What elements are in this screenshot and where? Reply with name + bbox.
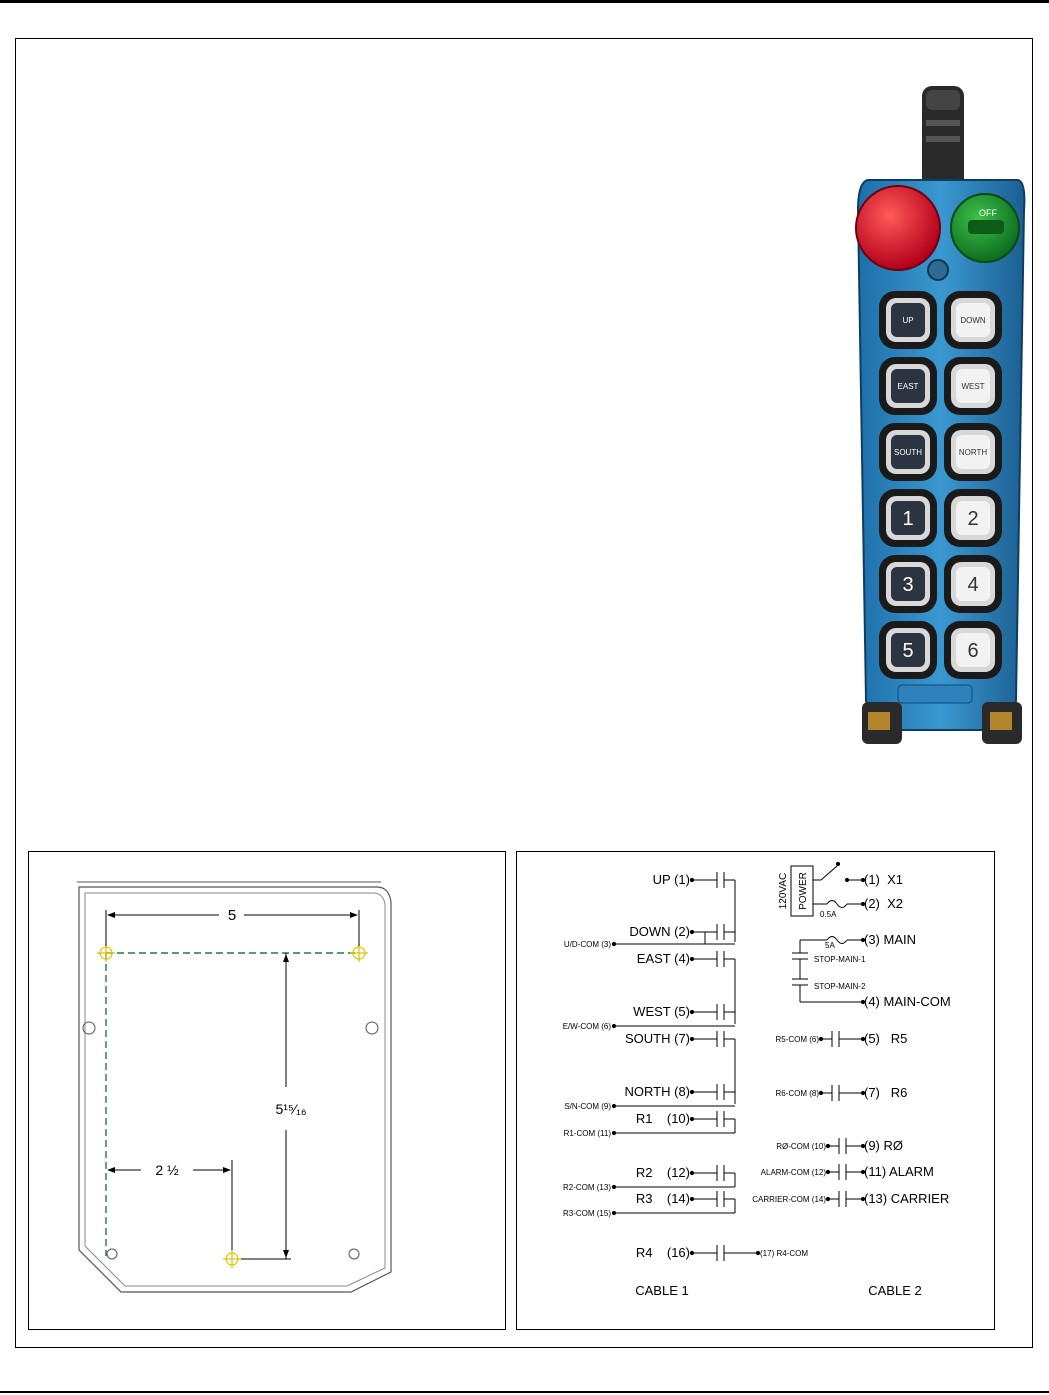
remote-control-illustration <box>840 80 1030 760</box>
label-x1: (1) X1 <box>864 872 904 887</box>
remote-button-label: NORTH <box>958 448 988 457</box>
label-r3: R3 (14) <box>635 1191 690 1206</box>
remote-button-down <box>944 291 1002 349</box>
remote-button-label: WEST <box>961 382 985 391</box>
remote-button-label: 2 <box>967 508 979 530</box>
label-main-com: (4) MAIN-COM <box>864 994 951 1009</box>
label-alarm-com: ALARM-COM (12) <box>760 1168 826 1177</box>
label-r6: (7) R6 <box>864 1085 908 1100</box>
dimension-height: 5¹⁵⁄₁₆ <box>275 1101 307 1117</box>
label-carrier: (13) CARRIER <box>864 1191 950 1206</box>
label-r2-com: R2-COM (13) <box>562 1183 611 1192</box>
label-alarm: (11) ALARM <box>864 1164 934 1179</box>
remote-button-label: 5 <box>902 640 914 662</box>
label-down: DOWN (2) <box>629 924 690 939</box>
label-x2: (2) X2 <box>864 896 904 911</box>
label-stop-main-2: STOP-MAIN-2 <box>814 982 866 991</box>
label-r3-com: R3-COM (15) <box>562 1209 611 1218</box>
remote-button-label: 4 <box>967 574 979 596</box>
label-ro-com: RØ-COM (10) <box>776 1142 826 1151</box>
key-switch-label: OFF <box>979 208 997 218</box>
remote-button-label: DOWN <box>960 316 986 325</box>
label-carrier-com: CARRIER-COM (14) <box>752 1195 826 1204</box>
label-east: EAST (4) <box>636 951 690 966</box>
remote-button-label: EAST <box>897 382 919 391</box>
remote-button-5 <box>879 621 937 679</box>
remote-button-north <box>944 423 1002 481</box>
remote-button-label: 3 <box>902 574 914 596</box>
label-fuse-5a: 5A <box>825 941 835 950</box>
remote-button-1 <box>879 489 937 547</box>
dimension-offset: 2 ½ <box>155 1162 179 1178</box>
remote-button-2 <box>944 489 1002 547</box>
label-west: WEST (5) <box>633 1004 690 1019</box>
label-ud-com: U/D-COM (3) <box>563 940 611 949</box>
label-r1: R1 (10) <box>635 1111 690 1126</box>
wiring-diagram-panel <box>516 851 995 1330</box>
label-r4: R4 (16) <box>635 1245 690 1260</box>
label-r4-com: (17) R4-COM <box>760 1249 809 1258</box>
remote-button-up <box>879 291 937 349</box>
label-120vac: 120VAC <box>778 872 789 910</box>
label-north: NORTH (8) <box>624 1084 690 1099</box>
remote-button-west <box>944 357 1002 415</box>
label-cable-1: CABLE 1 <box>635 1283 689 1298</box>
remote-button-6 <box>944 621 1002 679</box>
remote-button-3 <box>879 555 937 613</box>
label-power: POWER <box>798 872 809 910</box>
label-ro: (9) RØ <box>864 1138 903 1153</box>
label-ew-com: E/W-COM (6) <box>562 1022 611 1031</box>
label-cable-2: CABLE 2 <box>868 1283 922 1298</box>
remote-button-label: 1 <box>902 508 914 530</box>
wiring-drawing <box>517 852 996 1331</box>
label-main: (3) MAIN <box>864 932 916 947</box>
bottom-rule <box>0 1391 1049 1393</box>
emergency-stop-button <box>856 186 940 270</box>
remote-button-4 <box>944 555 1002 613</box>
mounting-drawing <box>29 852 507 1331</box>
label-fuse-05a: 0.5A <box>820 910 837 919</box>
label-r2: R2 (12) <box>635 1165 690 1180</box>
label-r6-com: R6-COM (8) <box>775 1089 819 1098</box>
mounting-template-panel <box>28 851 506 1330</box>
label-stop-main-1: STOP-MAIN-1 <box>814 955 866 964</box>
label-r1-com: R1-COM (11) <box>563 1129 611 1138</box>
label-r5-com: R5-COM (6) <box>775 1035 819 1044</box>
remote-button-label: 6 <box>967 640 979 662</box>
label-r5: (5) R5 <box>864 1031 908 1046</box>
label-sn-com: S/N-COM (9) <box>564 1102 611 1111</box>
remote-button-east <box>879 357 937 415</box>
remote-button-south <box>879 423 937 481</box>
label-south: SOUTH (7) <box>625 1031 690 1046</box>
remote-button-label: SOUTH <box>894 448 922 457</box>
dimension-width: 5 <box>227 907 237 924</box>
top-rule <box>0 0 1049 3</box>
remote-button-label: UP <box>902 316 914 325</box>
enclosure-outline <box>79 887 391 1292</box>
label-up: UP (1) <box>652 872 690 887</box>
